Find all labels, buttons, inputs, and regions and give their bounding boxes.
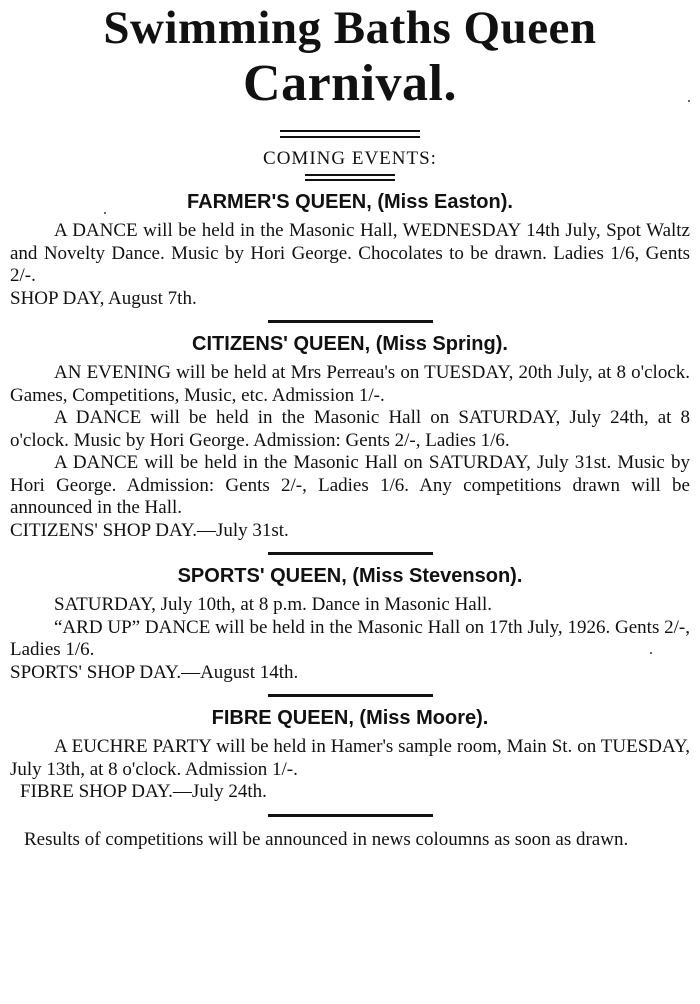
shop-day: SPORTS' SHOP DAY.—August 14th. bbox=[10, 661, 299, 683]
shop-day: CITIZENS' SHOP DAY.—July 31st. bbox=[10, 519, 289, 541]
section-heading-sports-queen: SPORTS' QUEEN, (Miss Stevenson). bbox=[177, 565, 523, 587]
event-paragraph: A EUCHRE PARTY will be held in Hamer's sample room, Main St. on TUESDAY, July 13th, at 8 o'clock. Admission 1/-. bbox=[10, 736, 690, 780]
section-heading-farmers-queen: FARMER'S QUEEN, (Miss Easton). bbox=[187, 191, 513, 213]
footer-note: Results of competitions will be announced in news coloumns as soon as drawn. bbox=[24, 828, 629, 850]
section-heading-citizens-queen: CITIZENS' QUEEN, (Miss Spring). bbox=[192, 333, 508, 355]
event-paragraph: A DANCE will be held in the Masonic Hall on SATURDAY, July 24th, at 8 o'clock. Music by Hori George. Admission: Gents 2/-, Ladies 1/6. bbox=[10, 407, 690, 451]
event-paragraph: “ARD UP” DANCE will be held in the Masonic Hall on 17th July, 1926. Gents 2/-, Ladies 1/6. bbox=[10, 616, 690, 660]
speck bbox=[688, 100, 690, 102]
shop-day: FIBRE SHOP DAY.—July 24th. bbox=[20, 781, 267, 802]
section-heading-fibre-queen: FIBRE QUEEN, (Miss Moore). bbox=[211, 707, 489, 729]
section-rule bbox=[268, 694, 433, 697]
shop-day: SHOP DAY, August 7th. bbox=[10, 287, 197, 309]
event-paragraph: AN EVENING will be held at Mrs Perreau's on TUESDAY, 20th July, at 8 o'clock. Games, Competitions, Music, etc. Admission 1/-. bbox=[10, 362, 690, 406]
page-title-line-2: Carnival. bbox=[243, 55, 457, 112]
section-rule bbox=[268, 814, 433, 817]
section-rule bbox=[268, 320, 433, 323]
section-rule bbox=[268, 552, 433, 555]
event-paragraph: A DANCE will be held in the Masonic Hall, WEDNESDAY 14th July, Spot Waltz and Novelty Dance. Music by Hori George. Chocolates to be drawn. Ladies 1/6, Gents 2/-. bbox=[10, 220, 690, 286]
coming-events-heading: COMING EVENTS: bbox=[263, 148, 437, 169]
page-title: Swimming Baths Queen bbox=[103, 2, 597, 54]
event-paragraph: A DANCE will be held in the Masonic Hall on SATURDAY, July 31st. Music by Hori George. Admission: Gents 2/-, Ladies 1/6. Any competitions drawn will be announced in the Hall. bbox=[10, 452, 690, 518]
event-paragraph: SATURDAY, July 10th, at 8 p.m. Dance in Masonic Hall. bbox=[54, 594, 493, 615]
speck bbox=[650, 652, 652, 654]
double-rule bbox=[280, 130, 420, 138]
short-rule bbox=[305, 179, 395, 181]
speck bbox=[104, 212, 106, 214]
